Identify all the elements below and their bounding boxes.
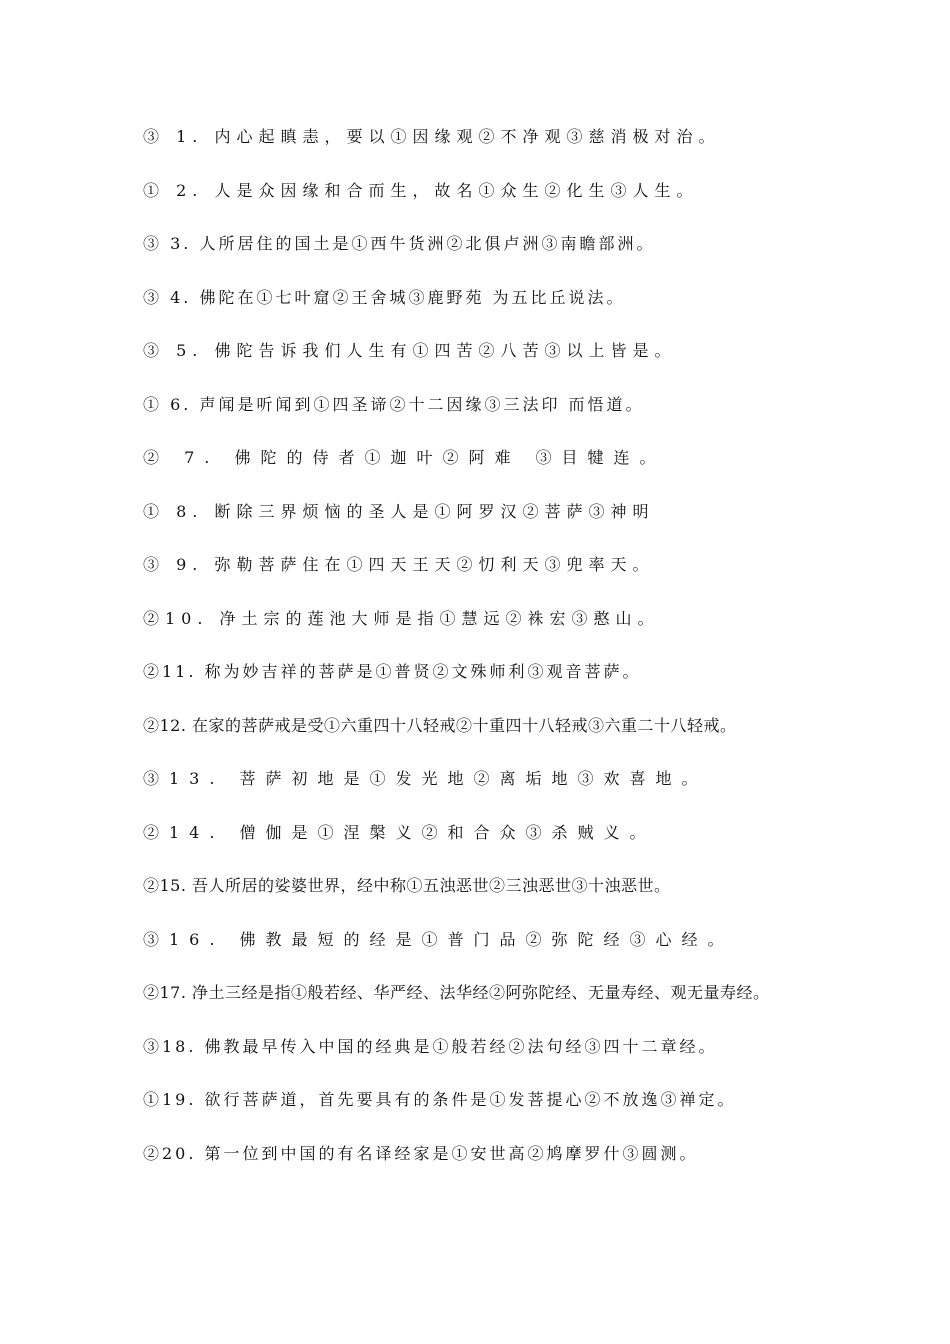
question-item: ③16. 佛教最短的经是①普门品②弥陀经③心经。 [143, 929, 734, 949]
question-item: ③ 5. 佛陀告诉我们人生有①四苦②八苦③以上皆是。 [143, 341, 677, 360]
question-item: ②14. 僧伽是①涅槃义②和合众③杀贼义。 [143, 822, 656, 842]
question-item: ① 8. 断除三界烦恼的圣人是①阿罗汉②菩萨③神明 [143, 501, 655, 521]
question-item: ③18. 佛教最早传入中国的经典是①般若经②法句经③四十二章经。 [143, 1036, 718, 1056]
question-item: ②11. 称为妙吉祥的菩萨是①普贤②文殊师利③观音菩萨。 [143, 662, 642, 681]
question-item: ②12. 在家的菩萨戒是受①六重四十八轻戒②十重四十八轻戒③六重二十八轻戒。 [143, 715, 737, 735]
question-item: ①19. 欲行菩萨道，首先要具有的条件是①发菩提心②不放逸③禅定。 [143, 1090, 737, 1109]
question-item: ②15. 吾人所居的娑婆世界，经中称①五浊恶世②三浊恶世③十浊恶世。 [143, 876, 671, 895]
question-item: ②10. 净土宗的莲池大师是指①慧远②袾宏③憨山。 [143, 608, 660, 628]
question-item: ③ 1. 内心起瞋恚，要以①因缘观②不净观③慈消极对治。 [143, 127, 721, 146]
question-item: ③ 9. 弥勒菩萨住在①四天王天②忉利天③兜率天。 [143, 555, 655, 574]
question-item: ③ 4. 佛陀在①七叶窟②王舍城③鹿野苑 为五比丘说法。 [143, 287, 626, 307]
question-item: ②17. 净土三经是指①般若经、华严经、法华经②阿弥陀经、无量寿经、观无量寿经。 [143, 983, 770, 1002]
question-item: ② 7. 佛陀的侍者①迦叶②阿难 ③目犍连。 [143, 448, 666, 467]
question-item: ① 6. 声闻是听闻到①四圣谛②十二因缘③三法印 而悟道。 [143, 394, 645, 414]
question-item: ③13. 菩萨初地是①发光地②离垢地③欢喜地。 [143, 769, 708, 788]
question-item: ②20. 第一位到中国的有名译经家是①安世高②鸠摩罗什③圆测。 [143, 1143, 699, 1163]
question-item: ③ 3. 人所居住的国土是①西牛货洲②北俱卢洲③南瞻部洲。 [143, 234, 656, 253]
question-list [143, 122, 807, 1192]
question-item: ① 2. 人是众因缘和合而生，故名①众生②化生③人生。 [143, 180, 699, 200]
